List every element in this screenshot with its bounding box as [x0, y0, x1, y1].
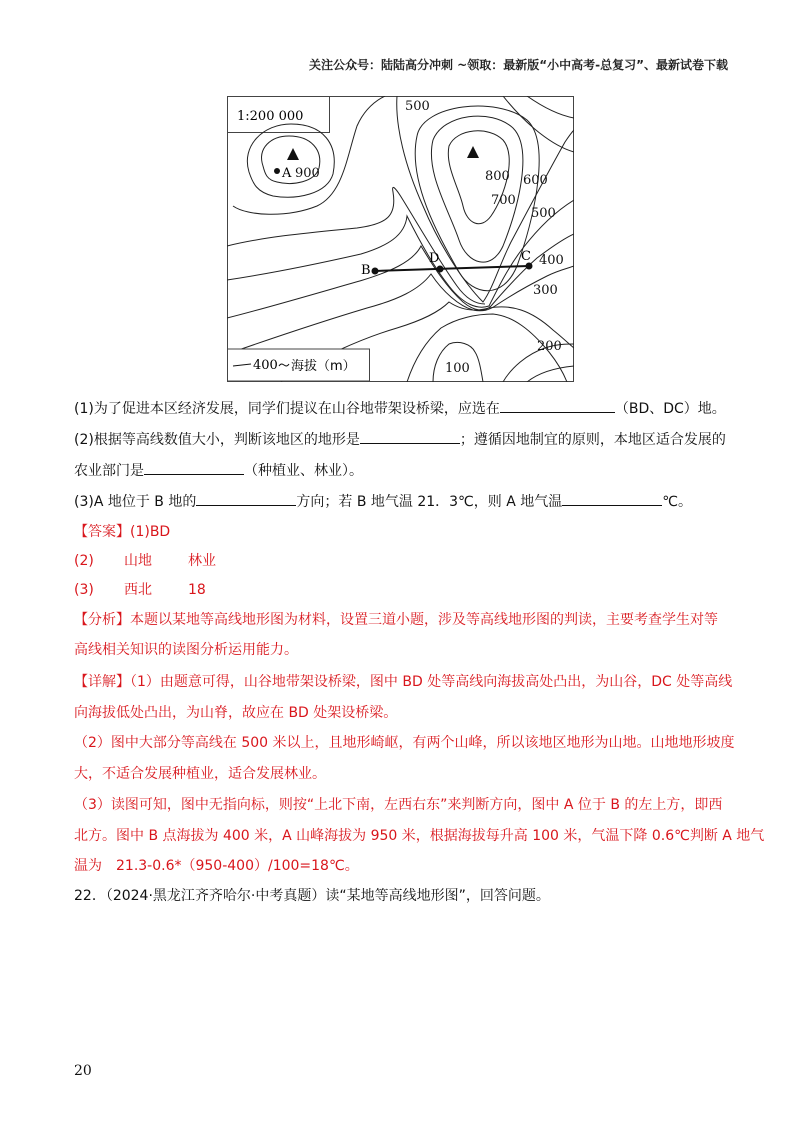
detail-line-3 — [74, 733, 735, 753]
q3-text-b: 方向；若 B 地气温 21．3℃，则 A 地气温 — [296, 494, 563, 510]
answer-line-3 — [74, 580, 206, 600]
q3-text-c: ℃。 — [662, 494, 692, 510]
question-1 — [74, 398, 726, 419]
answer-2-value-2: 林业 — [188, 553, 216, 569]
detail-line-6 — [74, 826, 764, 846]
detail-line-1 — [74, 672, 732, 692]
detail-line-4 — [74, 764, 326, 784]
contour-label-600: 600 — [523, 173, 548, 188]
contour-label-300: 300 — [533, 283, 558, 298]
contour-label-200: 200 — [537, 339, 562, 354]
contour-label-100: 100 — [445, 361, 470, 376]
analysis-label: 【分析】 — [74, 612, 130, 628]
answer-label: 【答案】 — [74, 524, 130, 540]
analysis-text-2: 高线相关知识的读图分析运用能力。 — [74, 642, 298, 658]
q2-text-d: （种植业、林业）。 — [244, 463, 363, 479]
q3-text-a: (3)A 地位于 B 地的 — [74, 494, 197, 510]
detail-p1-l2: 向海拔低处凸出，为山脊，故应在 BD 处架设桥梁。 — [74, 705, 398, 721]
detail-p2-l2: 大，不适合发展种植业，适合发展林业。 — [74, 766, 326, 782]
answer-2-num: (2) — [74, 553, 94, 569]
page-number: 20 — [74, 1063, 92, 1079]
point-b-label: B — [361, 263, 371, 278]
scale-text: 1:200 000 — [237, 109, 304, 124]
answer-line-2 — [74, 551, 216, 571]
answer-3-num: (3) — [74, 582, 94, 598]
detail-p1-l1: （1）由题意可得，山谷地带架设桥梁，图中 BD 处等高线向海拔高处凸出，为山谷，DC 处等高线 — [130, 674, 733, 690]
q2-text-b: ；遵循因地制宜的原则，本地区适合发展的 — [459, 432, 726, 448]
contour-map — [227, 96, 574, 382]
analysis-line-2 — [74, 640, 298, 660]
contour-label-400: 400 — [539, 253, 564, 268]
detail-line-7 — [74, 856, 359, 876]
detail-p3-l2: 北方。图中 B 点海拔为 400 米，A 山峰海拔为 950 米，根据海拔每升高 100 米，气温下降 0.6℃判断 A 地气 — [74, 828, 765, 844]
answer-1: (1)BD — [130, 524, 171, 540]
next-question: 22．（2024·黑龙江齐齐哈尔·中考真题）读“某地等高线地形图”，回答问题。 — [74, 888, 550, 904]
q2-text-a: (2)根据等高线数值大小，判断该地区的地形是 — [74, 432, 360, 448]
legend-unit: 海拔（m） — [291, 359, 356, 374]
detail-label: 【详解】 — [74, 674, 130, 690]
point-a-dot — [274, 168, 280, 174]
detail-p3-l3: 温为 21.3-0.6*（950-400）/100=18℃。 — [74, 858, 359, 874]
contour-label-800: 800 — [485, 169, 510, 184]
answer-3-value-2: 18 — [188, 582, 206, 598]
contour-label-500-right: 500 — [531, 206, 556, 221]
answer-3-value-1: 西北 — [124, 582, 152, 598]
q2-text-c: 农业部门是 — [74, 463, 144, 479]
q1-blank — [500, 398, 615, 413]
q3-blank-1 — [196, 491, 296, 506]
contour-label-900: 900 — [295, 166, 320, 181]
analysis-text-1: 本题以某地等高线地形图为材料，设置三道小题，涉及等高线地形图的判读，主要考查学生对等 — [130, 612, 718, 628]
contour-label-700: 700 — [491, 193, 516, 208]
q2-blank-2 — [144, 460, 244, 475]
q3-blank-2 — [562, 491, 662, 506]
question-2-cont — [74, 460, 363, 481]
question-3 — [74, 491, 692, 512]
legend-value: 400 — [253, 358, 278, 373]
point-d-label: D — [429, 251, 440, 266]
detail-p3-l1: （3）读图可知，图中无指向标，则按“上北下南，左西右东”来判断方向，图中 A 位于 B 的左上方，即西 — [74, 797, 723, 813]
point-c-label: C — [521, 249, 531, 264]
contour-map-svg — [227, 96, 574, 382]
answer-2-value-1: 山地 — [124, 553, 152, 569]
q1-text-a: (1)为了促进本区经济发展，同学们提议在山谷地带架设桥梁，应选在 — [74, 401, 500, 417]
q1-text-b: （BD、DC）地。 — [614, 401, 726, 417]
detail-line-5 — [74, 795, 722, 815]
contour-label-500-top: 500 — [405, 99, 430, 114]
question-2 — [74, 429, 726, 450]
point-a-label: A — [282, 166, 292, 181]
point-b-dot — [372, 268, 379, 275]
q2-blank-1 — [360, 429, 460, 444]
detail-p2-l1: （2）图中大部分等高线在 500 米以上，且地形崎岖，有两个山峰，所以该地区地形为山地。山地地形坡度 — [74, 735, 735, 751]
detail-line-2 — [74, 703, 397, 723]
analysis-line-1 — [74, 610, 718, 630]
point-d-dot — [437, 266, 444, 273]
page-header: 关注公众号：陆陆高分冲刺 ~领取：最新版“小中高考-总复习”、最新试卷下载 — [309, 58, 728, 72]
answer-line-1 — [74, 522, 170, 542]
